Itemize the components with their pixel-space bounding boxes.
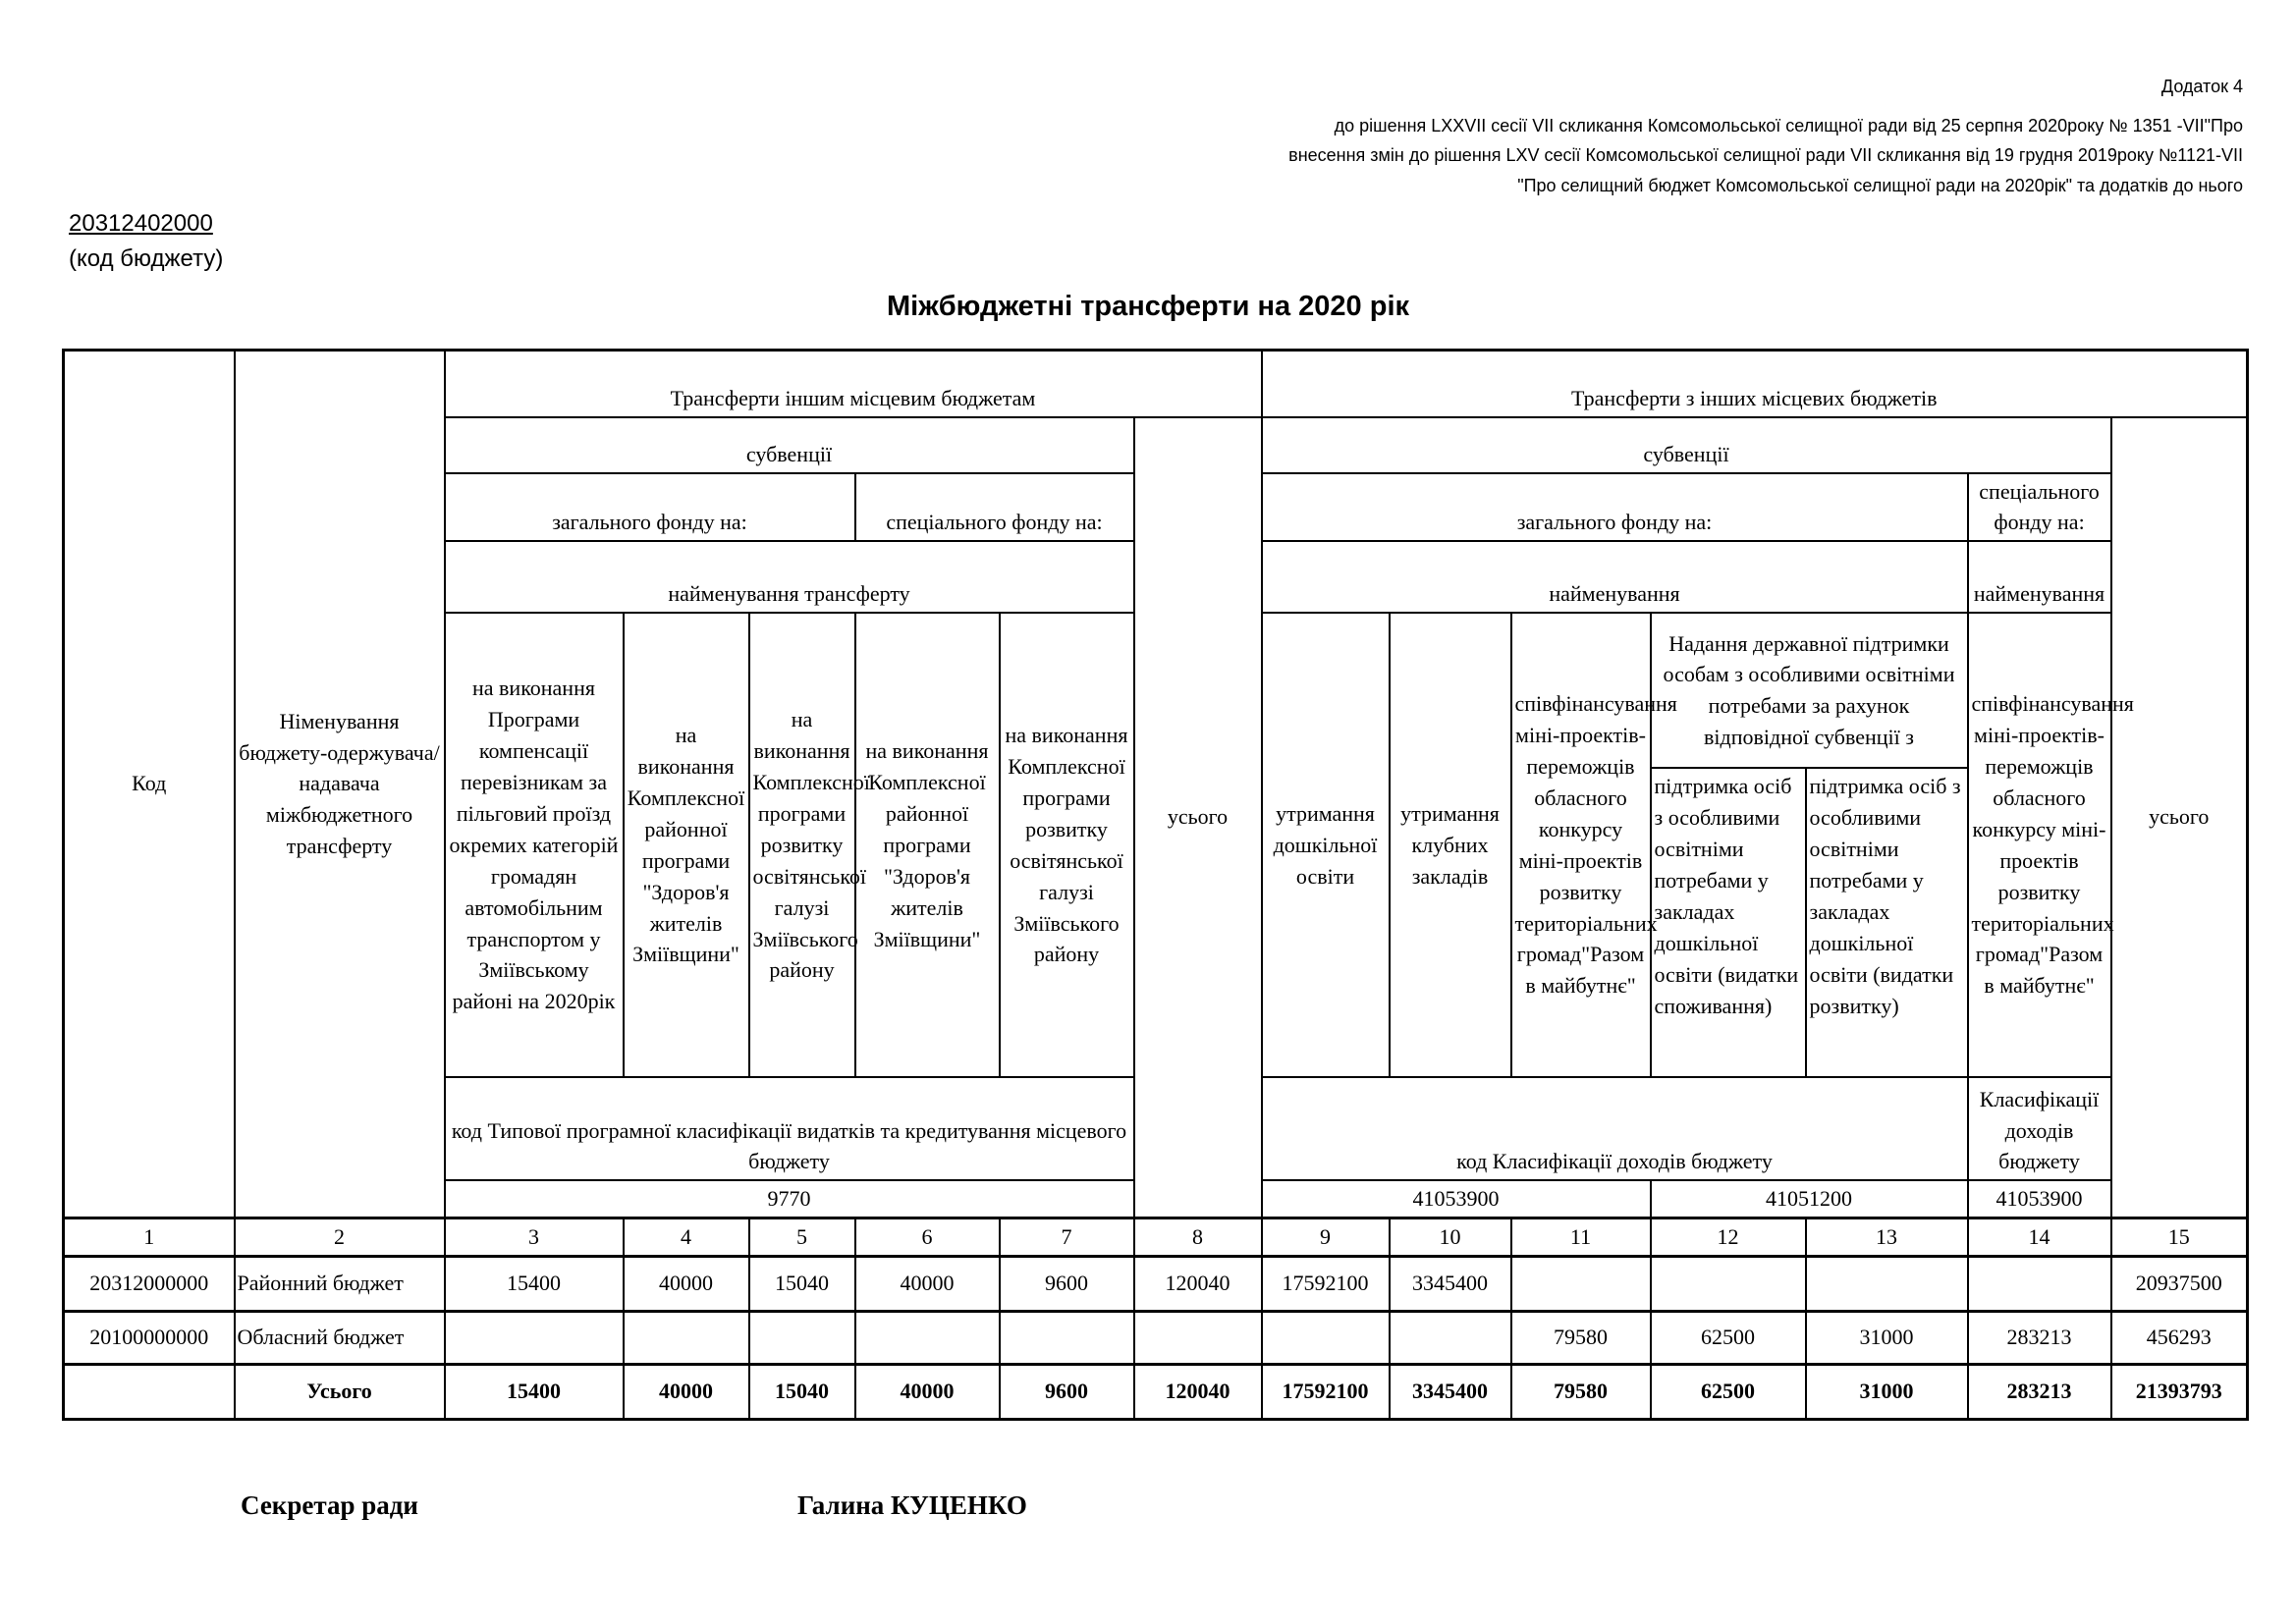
table-row-cell bbox=[855, 1311, 1000, 1364]
header-total-right: усього bbox=[2111, 417, 2248, 1218]
decree-reference-line: до рішення LXXVII сесії VII скликання Комсомольської селищної ради від 25 серпня 2020року № 1351 -VII"Про bbox=[1334, 116, 2243, 135]
total-row-cell: 79580 bbox=[1511, 1364, 1651, 1419]
table-row-cell: 40000 bbox=[855, 1256, 1000, 1311]
column-number: 4 bbox=[624, 1218, 749, 1256]
table-row-cell: 79580 bbox=[1511, 1311, 1651, 1364]
table-row-cell bbox=[1000, 1311, 1134, 1364]
total-row-cell: 9600 bbox=[1000, 1364, 1134, 1419]
header-col-12: підтримка осіб з особливими освітніми потребами у закладах дошкільної освіти (видатки споживання) bbox=[1651, 768, 1806, 1077]
header-col-14: співфінансування міні-проектів-переможців обласного конкурсу міні-проектів розвитку територіальних громад"Разом в майбутнє" bbox=[1968, 613, 2111, 1077]
budget-code-label: (код бюджету) bbox=[69, 245, 224, 272]
column-number: 10 bbox=[1390, 1218, 1511, 1256]
total-row-cell bbox=[64, 1364, 235, 1419]
total-row-cell: 15400 bbox=[445, 1364, 624, 1419]
header-col-5: на виконання Комплексної програми розвитку освітянської галузі Зміївського району bbox=[749, 613, 855, 1077]
header-col-10: утримання клубних закладів bbox=[1390, 613, 1511, 1077]
header-name-right: найменування bbox=[1968, 541, 2111, 613]
revenue-code-b: 41051200 bbox=[1651, 1180, 1968, 1218]
signature-position: Секретар ради bbox=[241, 1490, 418, 1520]
total-row-cell: 120040 bbox=[1134, 1364, 1262, 1419]
table-row-cell: 20100000000 bbox=[64, 1311, 235, 1364]
total-row-cell: 3345400 bbox=[1390, 1364, 1511, 1419]
column-number: 6 bbox=[855, 1218, 1000, 1256]
table-row-cell: 20312000000 bbox=[64, 1256, 235, 1311]
header-revenue-class-label: Класифікації доходів бюджету bbox=[1968, 1077, 2111, 1180]
header-general-fund-right: загального фонду на: bbox=[1262, 473, 1968, 542]
document-title: Міжбюджетні трансферти на 2020 рік bbox=[886, 291, 1410, 322]
table-row-cell bbox=[749, 1311, 855, 1364]
header-special-fund-left: спеціального фонду на: bbox=[855, 473, 1134, 542]
annex-title: Додаток 4 bbox=[2160, 77, 2243, 96]
header-transfers-to-other: Трансферти іншим місцевим бюджетам bbox=[445, 351, 1262, 417]
column-number: 11 bbox=[1511, 1218, 1651, 1256]
total-row-cell: 62500 bbox=[1651, 1364, 1806, 1419]
table-row-cell: 283213 bbox=[1968, 1311, 2111, 1364]
header-col-12-13-group: Надання державної підтримки особам з особливими освітніми потребами за рахунок відповідної субвенції з bbox=[1651, 613, 1968, 768]
header-col-3: на виконання Програми компенсації перевізникам за пільговий проїзд окремих категорій громадян автомобільним транспортом у Зміївському районі на 2020рік bbox=[445, 613, 624, 1077]
table-row-cell bbox=[1134, 1311, 1262, 1364]
table-row-cell bbox=[445, 1311, 624, 1364]
signature-name: Галина КУЦЕНКО bbox=[797, 1490, 1027, 1520]
column-number: 7 bbox=[1000, 1218, 1134, 1256]
column-number: 13 bbox=[1806, 1218, 1968, 1256]
total-row-cell: 21393793 bbox=[2111, 1364, 2248, 1419]
column-number: 8 bbox=[1134, 1218, 1262, 1256]
table-row-cell: 456293 bbox=[2111, 1311, 2248, 1364]
table-row-cell: 31000 bbox=[1806, 1311, 1968, 1364]
total-row-label: Усього bbox=[235, 1364, 445, 1419]
table-row-cell bbox=[1968, 1256, 2111, 1311]
table-row-cell: 17592100 bbox=[1262, 1256, 1390, 1311]
total-row-cell: 283213 bbox=[1968, 1364, 2111, 1419]
table-row-cell bbox=[1806, 1256, 1968, 1311]
table-row-cell bbox=[1262, 1311, 1390, 1364]
total-row-cell: 31000 bbox=[1806, 1364, 1968, 1419]
table-row-cell bbox=[1390, 1311, 1511, 1364]
header-name: найменування bbox=[1262, 541, 1968, 613]
column-number: 12 bbox=[1651, 1218, 1806, 1256]
table-row-cell: 120040 bbox=[1134, 1256, 1262, 1311]
header-revenue-code-label: код Класифікації доходів бюджету bbox=[1262, 1077, 1968, 1180]
header-col-9: утримання дошкільної освіти bbox=[1262, 613, 1390, 1077]
table-row-cell bbox=[624, 1311, 749, 1364]
header-general-fund-left: загального фонду на: bbox=[445, 473, 855, 542]
column-number: 1 bbox=[64, 1218, 235, 1256]
table-row-cell bbox=[1651, 1256, 1806, 1311]
header-subventions-right: субвенції bbox=[1262, 417, 2111, 473]
table-row-cell bbox=[1511, 1256, 1651, 1311]
column-number: 5 bbox=[749, 1218, 855, 1256]
table-row-cell: 3345400 bbox=[1390, 1256, 1511, 1311]
header-col-13: підтримка осіб з особливими освітніми потребами у закладах дошкільної освіти (видатки розвитку) bbox=[1806, 768, 1968, 1077]
header-col-4: на виконання Комплексної районної програми "Здоров'я жителів Зміївщини" bbox=[624, 613, 749, 1077]
header-transfer-name: найменування трансферту bbox=[445, 541, 1134, 613]
header-transfers-from-other: Трансферти з інших місцевих бюджетів bbox=[1262, 351, 2248, 417]
program-code: 9770 bbox=[445, 1180, 1134, 1218]
decree-reference-line: внесення змін до рішення LXV сесії Комсомольської селищної ради VII скликання від 19 грудня 2019року №1121-VII bbox=[1288, 145, 2243, 165]
table-row-cell: 40000 bbox=[624, 1256, 749, 1311]
revenue-code-a: 41053900 bbox=[1262, 1180, 1651, 1218]
transfers-table bbox=[62, 349, 2249, 1421]
header-program-code-label: код Типової програмної класифікації видатків та кредитування місцевого бюджету bbox=[445, 1077, 1134, 1180]
table-row-cell: 15040 bbox=[749, 1256, 855, 1311]
column-number: 14 bbox=[1968, 1218, 2111, 1256]
header-code: Код bbox=[64, 351, 235, 1218]
header-col-6: на виконання Комплексної районної програми "Здоров'я жителів Зміївщини" bbox=[855, 613, 1000, 1077]
total-row-cell: 40000 bbox=[624, 1364, 749, 1419]
total-row-cell: 15040 bbox=[749, 1364, 855, 1419]
column-number: 3 bbox=[445, 1218, 624, 1256]
table-row-cell: 9600 bbox=[1000, 1256, 1134, 1311]
header-special-fund-right: спеціального фонду на: bbox=[1968, 473, 2111, 542]
total-row-cell: 40000 bbox=[855, 1364, 1000, 1419]
header-recipient: Німенування бюджету-одержувача/надавача міжбюджетного трансферту bbox=[235, 351, 445, 1218]
header-col-11: співфінансування міні-проектів-переможців обласного конкурсу міні-проектів розвитку територіальних громад"Разом в майбутнє" bbox=[1511, 613, 1651, 1077]
table-row-cell: 20937500 bbox=[2111, 1256, 2248, 1311]
revenue-code-c: 41053900 bbox=[1968, 1180, 2111, 1218]
table-row-cell: 15400 bbox=[445, 1256, 624, 1311]
header-subventions-left: субвенції bbox=[445, 417, 1134, 473]
total-row-cell: 17592100 bbox=[1262, 1364, 1390, 1419]
column-number: 2 bbox=[235, 1218, 445, 1256]
decree-reference-line: "Про селищний бюджет Комсомольської селищної ради на 2020рік" та додатків до нього bbox=[1517, 176, 2243, 195]
header-total-left: усього bbox=[1134, 417, 1262, 1218]
table-row-cell: Обласний бюджет bbox=[235, 1311, 445, 1364]
column-number: 9 bbox=[1262, 1218, 1390, 1256]
column-number: 15 bbox=[2111, 1218, 2248, 1256]
budget-code: 20312402000 bbox=[69, 210, 213, 237]
table-row-cell: 62500 bbox=[1651, 1311, 1806, 1364]
table-row-cell: Районний бюджет bbox=[235, 1256, 445, 1311]
header-col-7: на виконання Комплексної програми розвитку освітянської галузі Зміївського району bbox=[1000, 613, 1134, 1077]
